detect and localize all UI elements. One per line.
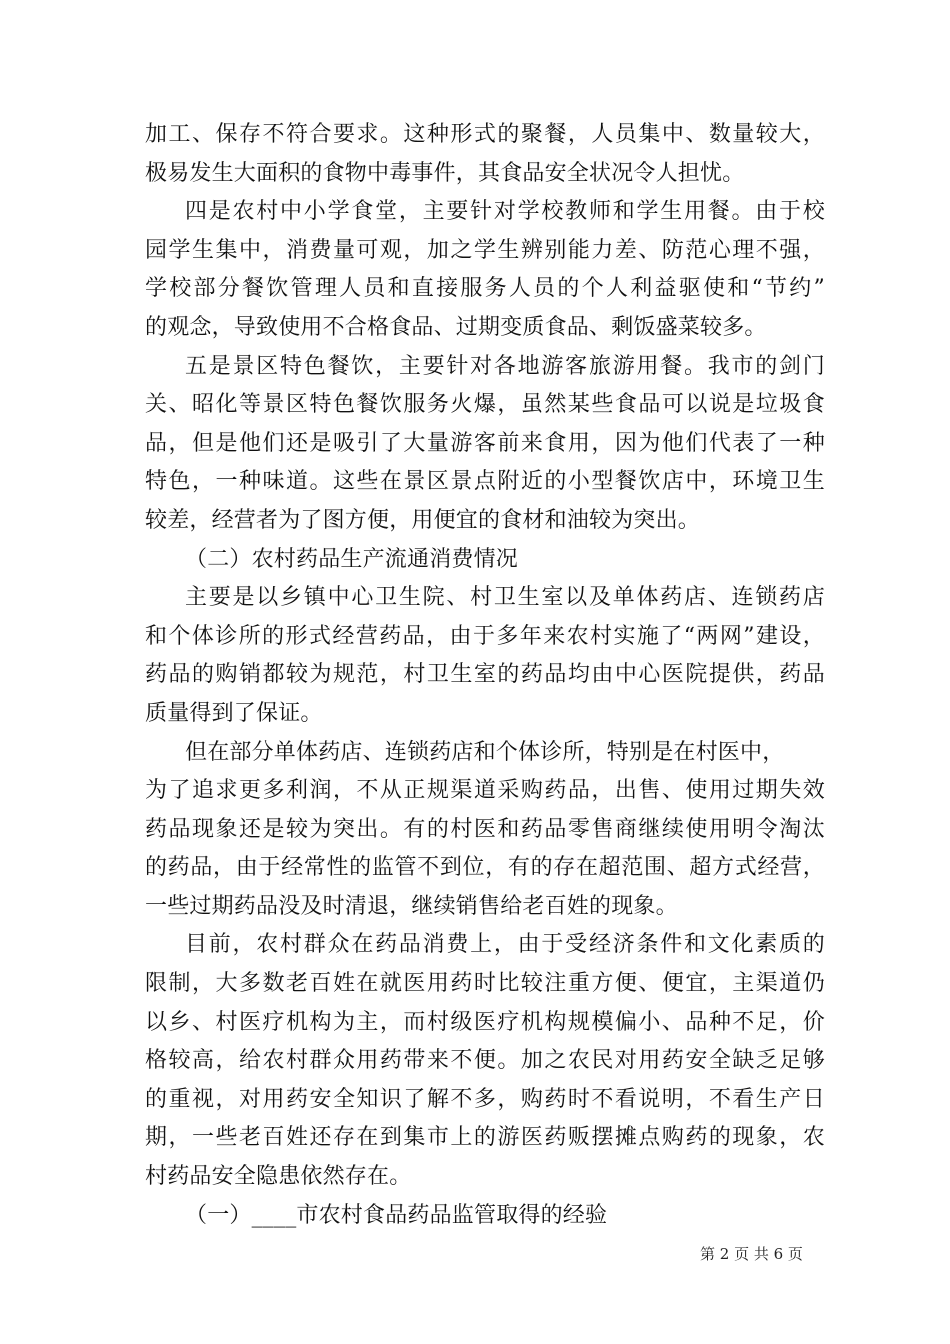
text-line: （一）____市农村食品药品监管取得的经验 (185, 1202, 608, 1228)
text-line: （二）农村药品生产流通消费情况 (185, 546, 519, 572)
text-line: 质量得到了保证。 (145, 700, 323, 726)
text-line: 的药品，由于经常性的监管不到位，有的存在超范围、超方式经营， (145, 855, 825, 881)
text-line: 格较高，给农村群众用药带来不便。加之农民对用药安全缺乏足够 (145, 1048, 825, 1074)
text-line: 加工、保存不符合要求。这种形式的聚餐，人员集中、数量较大， (145, 122, 825, 147)
text-line: 的重视，对用药安全知识了解不多，购药时不看说明，不看生产日 (145, 1086, 825, 1112)
text-line: 园学生集中，消费量可观，加之学生辨别能力差、防范心理不强， (145, 237, 825, 263)
text-line: 一些过期药品没及时清退，继续销售给老百姓的现象。 (145, 893, 678, 919)
text-line: 限制，大多数老百姓在就医用药时比较注重方便、便宜，主渠道仍 (145, 971, 825, 997)
text-line: 主要是以乡镇中心卫生院、村卫生室以及单体药店、连锁药店 (185, 585, 825, 611)
text-line: 和个体诊所的形式经营药品，由于多年来农村实施了“两网”建设， (145, 623, 825, 649)
page-number-footer: 第 2 页 共 6 页 (700, 1245, 803, 1263)
text-line: 关、昭化等景区特色餐饮服务火爆，虽然某些食品可以说是垃圾食 (145, 392, 825, 418)
text-line: 品，但是他们还是吸引了大量游客前来食用，因为他们代表了一种 (145, 430, 825, 456)
text-line: 但在部分单体药店、连锁药店和个体诊所，特别是在村医中， (185, 739, 785, 765)
document-body (145, 116, 825, 1235)
text-line: 药品现象还是较为突出。有的村医和药品零售商继续使用明令淘汰 (145, 816, 825, 842)
text-line: 较差，经营者为了图方便，用便宜的食材和油较为突出。 (145, 507, 701, 533)
text-line: 目前，农村群众在药品消费上，由于受经济条件和文化素质的 (185, 932, 825, 958)
text-line: 五是景区特色餐饮，主要针对各地游客旅游用餐。我市的剑门 (185, 353, 825, 379)
text-line: 村药品安全隐患依然存在。 (145, 1164, 412, 1190)
text-line: 药品的购销都较为规范，村卫生室的药品均由中心医院提供，药品 (145, 662, 825, 688)
text-line: 极易发生大面积的食物中毒事件，其食品安全状况令人担忧。 (145, 160, 745, 186)
text-line: 特色，一种味道。这些在景区景点附近的小型餐饮店中，环境卫生 (145, 469, 825, 495)
text-line: 的观念，导致使用不合格食品、过期变质食品、剩饭盛菜较多。 (145, 314, 767, 340)
text-line: 学校部分餐饮管理人员和直接服务人员的个人利益驱使和“节约” (145, 276, 825, 302)
text-line: 期，一些老百姓还存在到集市上的游医药贩摆摊点购药的现象，农 (145, 1125, 825, 1151)
text-line: 为了追求更多利润，不从正规渠道采购药品，出售、使用过期失效 (145, 778, 825, 804)
text-line: 以乡、村医疗机构为主，而村级医疗机构规模偏小、品种不足，价 (145, 1009, 825, 1035)
text-line: 四是农村中小学食堂，主要针对学校教师和学生用餐。由于校 (185, 199, 825, 225)
